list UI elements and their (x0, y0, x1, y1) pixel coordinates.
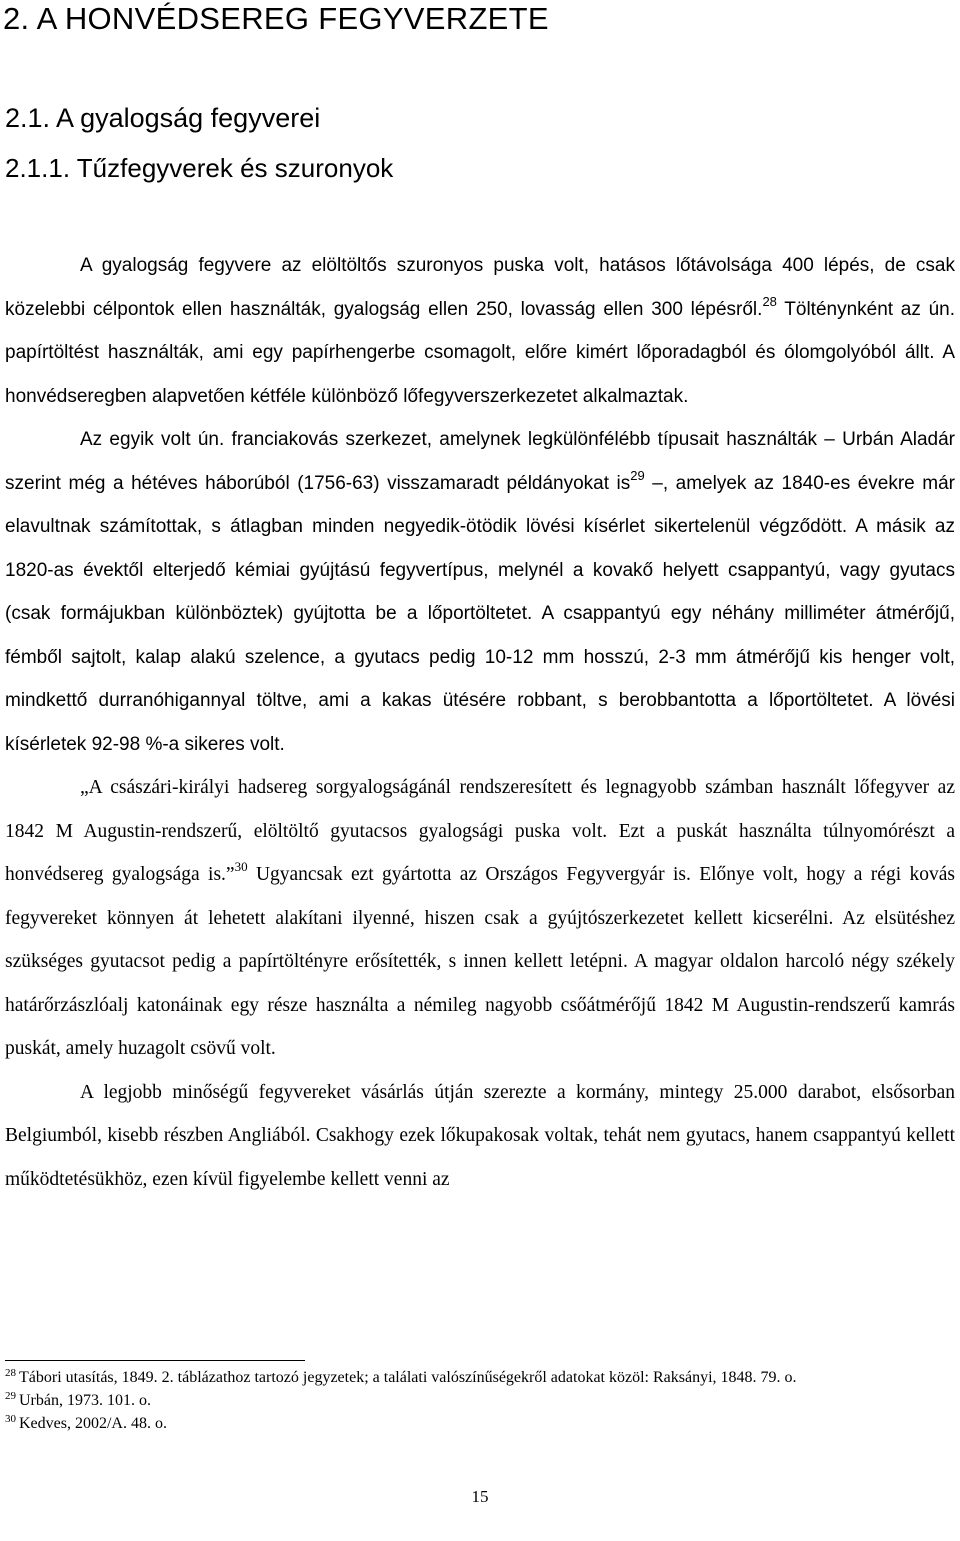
paragraph-4: A legjobb minőségű fegyvereket vásárlás útján szerezte a kormány, mintegy 25.000 darabot, elsősorban Belgiumból, kisebb részben Angliából. Csakhogy ezek lőkupakosak voltak, tehát nem gyutacs, hanem csappantyú kellett működtetésükhöz, ezen kívül figyelembe kellett venni az (5, 1081, 955, 1190)
footnote-text: Tábori utasítás, 1849. 2. táblázathoz tartozó jegyzetek; a találati valószínűségekről adatokat közöl: Raksányi, 1848. 79. o. (19, 1369, 797, 1386)
paragraph-2-text-b: –, amelyek az 1840-es évekre már elavultnak számítottak, s átlagban minden negyedik-ötödik lövési kísérlet sikertelenül végződött. A másik az 1820-as évektől elterjedő kémiai gyújtású fegyvertípus, melynél a kovakő helyett csappantyú, vagy gyutacs (csak formájukban különböztek) gyújtotta be a lőportöltetet. A csappantyú egy néhány milliméter átmérőjű, fémből sajtolt, kalap alakú szelence, a gyutacs pedig 10-12 mm hosszú, 2-3 mm átmérőjű kis henger volt, mindkettő durranóhigannyal töltve, ami a kakas ütésére robbant, s berobbantotta a lőportöltetet. A lövési kísérletek 92-98 %-a sikeres volt. (5, 472, 955, 755)
paragraph-2 (5, 418, 955, 766)
footnote-text: Urbán, 1973. 101. o. (19, 1392, 151, 1409)
footnote-ref-28: 28 (762, 293, 777, 309)
footnote-separator (5, 1360, 305, 1361)
page-number: 15 (471, 1487, 489, 1506)
footnote-30 (5, 1414, 955, 1433)
section-title: 2.1. A gyalogság fegyverei (5, 103, 321, 133)
footnote-number: 29 (5, 1390, 16, 1402)
paragraph-2-text-a: Az egyik volt ún. franciakovás szerkezet, amelynek legkülönfélébb típusait használták – Urbán Aladár szerint még a hétéves háborúból (1756-63) visszamaradt példányokat is (5, 429, 955, 494)
footnote-ref-30: 30 (234, 859, 248, 874)
paragraph-1-text-b: Tölténynként az ún. papírtöltést használták, ami egy papírhengerbe csomagolt, előre kimért lőporadagból és ólomgolyóból állt. A honvédseregben alapvetően kétféle különböző lőfegyverszerkezetet alkalmaztak. (5, 298, 955, 407)
footnote-text: Kedves, 2002/A. 48. o. (19, 1415, 167, 1432)
footnotes (5, 1368, 955, 1437)
paragraph-3 (5, 766, 955, 1071)
chapter-title: 2. A HONVÉDSEREG FEGYVERZETE (3, 1, 549, 36)
footnote-number: 28 (5, 1367, 16, 1379)
paragraph-1-text-a: A gyalogság fegyvere az elöltöltős szuronyos puska volt, hatásos lőtávolsága 400 lépés, de csak közelebbi célpontok ellen használták, gyalogság ellen 250, lovasság ellen 300 lépésről. (5, 255, 955, 320)
paragraph-3-text-a: „A császári-királyi hadsereg sorgyalogságánál rendszeresített és legnagyobb számban használt lőfegyver az 1842 M Augustin-rendszerű, elöltöltő gyutacsos gyalogsági puska volt. Ezt a puskát használta túlnyomórészt a honvédsereg gyalogsága is.” (5, 777, 955, 885)
footnote-number: 30 (5, 1413, 16, 1425)
paragraph-3-text-b: Ugyancsak ezt gyártotta az Országos Fegyvergyár is. Előnye volt, hogy a régi kovás fegyvereket könnyen át lehetett alakítani ilyenné, hiszen csak a gyújtószerkezetet kellett kicserélni. Az elsütéshez szükséges gyutacsot pedig a papírtöltényre erősítették, s innen kellett letépni. A magyar oldalon harcoló négy székely határőrzászlóalj katonáinak egy része használta a némileg nagyobb csőátmérőjű 1842 M Augustin-rendszerű kamrás puskát, amely huzagolt csövű volt. (5, 864, 955, 1059)
subsection-title: 2.1.1. Tűzfegyverek és szuronyok (5, 153, 394, 183)
paragraph-1 (5, 244, 955, 418)
footnote-ref-29: 29 (630, 467, 645, 483)
footnote-28 (5, 1368, 955, 1387)
footnote-29 (5, 1391, 955, 1410)
body-text (5, 244, 955, 1201)
